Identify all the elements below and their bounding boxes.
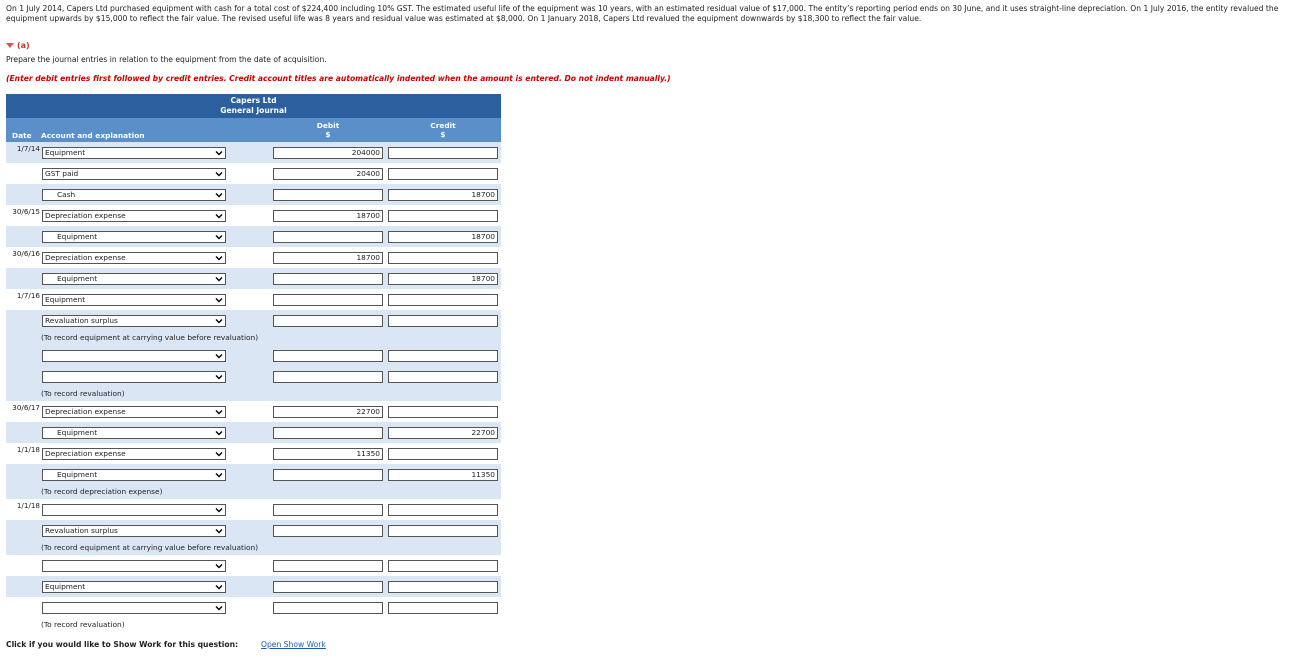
chevron-down-icon[interactable]: [215, 254, 223, 262]
account-select-value: Equipment: [57, 232, 98, 241]
account-select-value: Depreciation expense: [45, 407, 126, 416]
chevron-down-icon[interactable]: [215, 212, 223, 220]
company-name: Capers Ltd: [230, 96, 277, 105]
credit-input[interactable]: 18700: [388, 189, 498, 201]
account-select[interactable]: [42, 581, 226, 593]
credit-input[interactable]: [388, 406, 498, 418]
credit-input[interactable]: [388, 448, 498, 460]
journal-row: [6, 205, 501, 226]
entry-date: 1/7/14: [16, 144, 40, 153]
account-select[interactable]: [42, 231, 226, 243]
account-select-value: Cash: [57, 190, 76, 199]
part-a-label: (a): [17, 41, 30, 50]
credit-input[interactable]: [388, 168, 498, 180]
account-select-value: Depreciation expense: [45, 211, 126, 220]
debit-input[interactable]: [273, 273, 383, 285]
debit-input[interactable]: [273, 560, 383, 572]
account-select-value: Equipment: [57, 428, 98, 437]
entry-date: 30/6/17: [12, 403, 40, 412]
entry-instructions: (Enter debit entries first followed by credit entries. Credit account titles are automatically indented when the amount is entered. Do not indent manually.): [6, 74, 671, 83]
account-header: Account and explanation: [41, 131, 145, 140]
credit-input[interactable]: [388, 252, 498, 264]
note-carrying-value-2: (To record equipment at carrying value before revaluation): [41, 543, 259, 552]
journal-row: [6, 345, 501, 366]
account-select[interactable]: [42, 406, 226, 418]
entry-date: 1/1/18: [16, 445, 40, 454]
account-select-value: Revaluation surplus: [45, 316, 118, 325]
account-select-value: Equipment: [57, 470, 98, 479]
account-select[interactable]: [42, 168, 226, 180]
entry-date: 30/6/16: [12, 249, 40, 258]
journal-row: [6, 184, 501, 205]
debit-input[interactable]: 11350: [273, 448, 383, 460]
journal-row: [6, 163, 501, 184]
note-depreciation: (To record depreciation expense): [41, 487, 163, 496]
debit-input[interactable]: [273, 427, 383, 439]
account-select[interactable]: [42, 210, 226, 222]
journal-row: [6, 576, 501, 597]
account-select-value: Depreciation expense: [45, 253, 126, 262]
note-revaluation-1: (To record revaluation): [41, 389, 125, 398]
journal-row: [6, 422, 501, 443]
account-select[interactable]: [42, 427, 226, 439]
general-journal: [6, 94, 501, 633]
account-select[interactable]: [42, 560, 226, 572]
debit-input[interactable]: 204000: [273, 147, 383, 159]
chevron-down-icon[interactable]: [215, 429, 223, 437]
account-select[interactable]: [42, 350, 226, 362]
debit-input[interactable]: [273, 189, 383, 201]
debit-input[interactable]: [273, 371, 383, 383]
show-work-text: Click if you would like to Show Work for this question:: [6, 640, 239, 649]
credit-input[interactable]: 18700: [388, 231, 498, 243]
credit-input[interactable]: [388, 581, 498, 593]
account-select[interactable]: [42, 602, 226, 614]
chevron-down-icon[interactable]: [215, 583, 223, 591]
credit-input[interactable]: [388, 504, 498, 516]
credit-input[interactable]: [388, 210, 498, 222]
collapse-caret-icon[interactable]: [6, 43, 14, 48]
account-select[interactable]: [42, 189, 226, 201]
chevron-down-icon[interactable]: [215, 170, 223, 178]
chevron-down-icon[interactable]: [215, 408, 223, 416]
chevron-down-icon[interactable]: [215, 191, 223, 199]
credit-input[interactable]: [388, 294, 498, 306]
credit-input[interactable]: [388, 147, 498, 159]
entry-date: 30/6/15: [12, 207, 40, 216]
date-header: Date: [12, 131, 32, 140]
part-a-toggle[interactable]: [6, 41, 30, 50]
debit-input[interactable]: [273, 469, 383, 481]
journal-row: [6, 499, 501, 520]
chevron-down-icon[interactable]: [215, 471, 223, 479]
entry-date: 1/1/18: [16, 501, 40, 510]
account-select[interactable]: [42, 273, 226, 285]
account-select[interactable]: [42, 504, 226, 516]
account-select-value: Equipment: [57, 274, 98, 283]
chevron-down-icon[interactable]: [215, 562, 223, 570]
journal-row: [6, 142, 501, 163]
chevron-down-icon[interactable]: [215, 373, 223, 381]
debit-input[interactable]: [273, 231, 383, 243]
chevron-down-icon[interactable]: [215, 275, 223, 283]
credit-input[interactable]: [388, 525, 498, 537]
account-select[interactable]: [42, 469, 226, 481]
debit-input[interactable]: 22700: [273, 406, 383, 418]
credit-input[interactable]: [388, 602, 498, 614]
debit-input[interactable]: [273, 581, 383, 593]
chevron-down-icon[interactable]: [215, 527, 223, 535]
account-select[interactable]: [42, 448, 226, 460]
account-select[interactable]: [42, 525, 226, 537]
journal-row: [6, 555, 501, 576]
debit-input[interactable]: 18700: [273, 252, 383, 264]
account-select-value: Equipment: [45, 295, 86, 304]
note-revaluation-2: (To record revaluation): [41, 620, 125, 629]
chevron-down-icon[interactable]: [215, 352, 223, 360]
debit-input[interactable]: [273, 504, 383, 516]
chevron-down-icon[interactable]: [215, 233, 223, 241]
debit-input[interactable]: [273, 525, 383, 537]
credit-input[interactable]: [388, 560, 498, 572]
note-carrying-value-1: (To record equipment at carrying value before revaluation): [41, 333, 259, 342]
credit-input[interactable]: [388, 371, 498, 383]
chevron-down-icon[interactable]: [215, 604, 223, 612]
journal-row: [6, 443, 501, 464]
credit-input[interactable]: [388, 315, 498, 327]
account-select-value: GST paid: [45, 169, 79, 178]
account-select[interactable]: [42, 147, 226, 159]
credit-input[interactable]: 11350: [388, 469, 498, 481]
journal-title-bar: [6, 94, 501, 118]
chevron-down-icon[interactable]: [215, 317, 223, 325]
journal-row: [6, 247, 501, 268]
debit-input[interactable]: [273, 315, 383, 327]
credit-input[interactable]: 18700: [388, 273, 498, 285]
question-prompt: Prepare the journal entries in relation to the equipment from the date of acquisition.: [6, 55, 327, 64]
journal-row: [6, 268, 501, 289]
chevron-down-icon[interactable]: [215, 506, 223, 514]
account-select[interactable]: [42, 294, 226, 306]
debit-input[interactable]: [273, 350, 383, 362]
chevron-down-icon[interactable]: [215, 450, 223, 458]
show-work-prompt: [6, 640, 326, 649]
journal-row: [6, 289, 501, 310]
credit-input[interactable]: [388, 350, 498, 362]
journal-title: General Journal: [220, 106, 287, 115]
chevron-down-icon[interactable]: [215, 149, 223, 157]
account-select-value: Equipment: [45, 582, 86, 591]
debit-input[interactable]: [273, 602, 383, 614]
debit-input[interactable]: [273, 294, 383, 306]
account-select-value: Revaluation surplus: [45, 526, 118, 535]
journal-row: [6, 401, 501, 422]
journal-row: [6, 226, 501, 247]
debit-input[interactable]: 20400: [273, 168, 383, 180]
problem-statement: On 1 July 2014, Capers Ltd purchased equipment with cash for a total cost of $224,400 including 10% GST. The estimated useful life of the equipment was 10 years, with an estimated residual value of $17,000. The entity’s reporting period ends on 30 June, and it uses straight-line depreciation. On 1 July 2016, the entity revalued the equipment upwards by $15,000 to reflect the fair value. The revised useful life was 8 years and residual value was estimated at $8,000. On 1 January 2018, Capers Ltd revalued the equipment downwards by $18,300 to reflect the fair value.: [6, 4, 1279, 23]
credit-input[interactable]: 22700: [388, 427, 498, 439]
open-show-work-link[interactable]: Open Show Work: [261, 640, 326, 649]
account-select[interactable]: [42, 252, 226, 264]
debit-header: Debit $: [316, 121, 340, 139]
credit-header: Credit $: [430, 121, 456, 139]
journal-header-row: [6, 118, 501, 142]
chevron-down-icon[interactable]: [215, 296, 223, 304]
entry-date: 1/7/16: [16, 291, 40, 300]
account-select[interactable]: [42, 315, 226, 327]
debit-input[interactable]: 18700: [273, 210, 383, 222]
account-select-value: Equipment: [45, 148, 86, 157]
account-select[interactable]: [42, 371, 226, 383]
account-select-value: Depreciation expense: [45, 449, 126, 458]
